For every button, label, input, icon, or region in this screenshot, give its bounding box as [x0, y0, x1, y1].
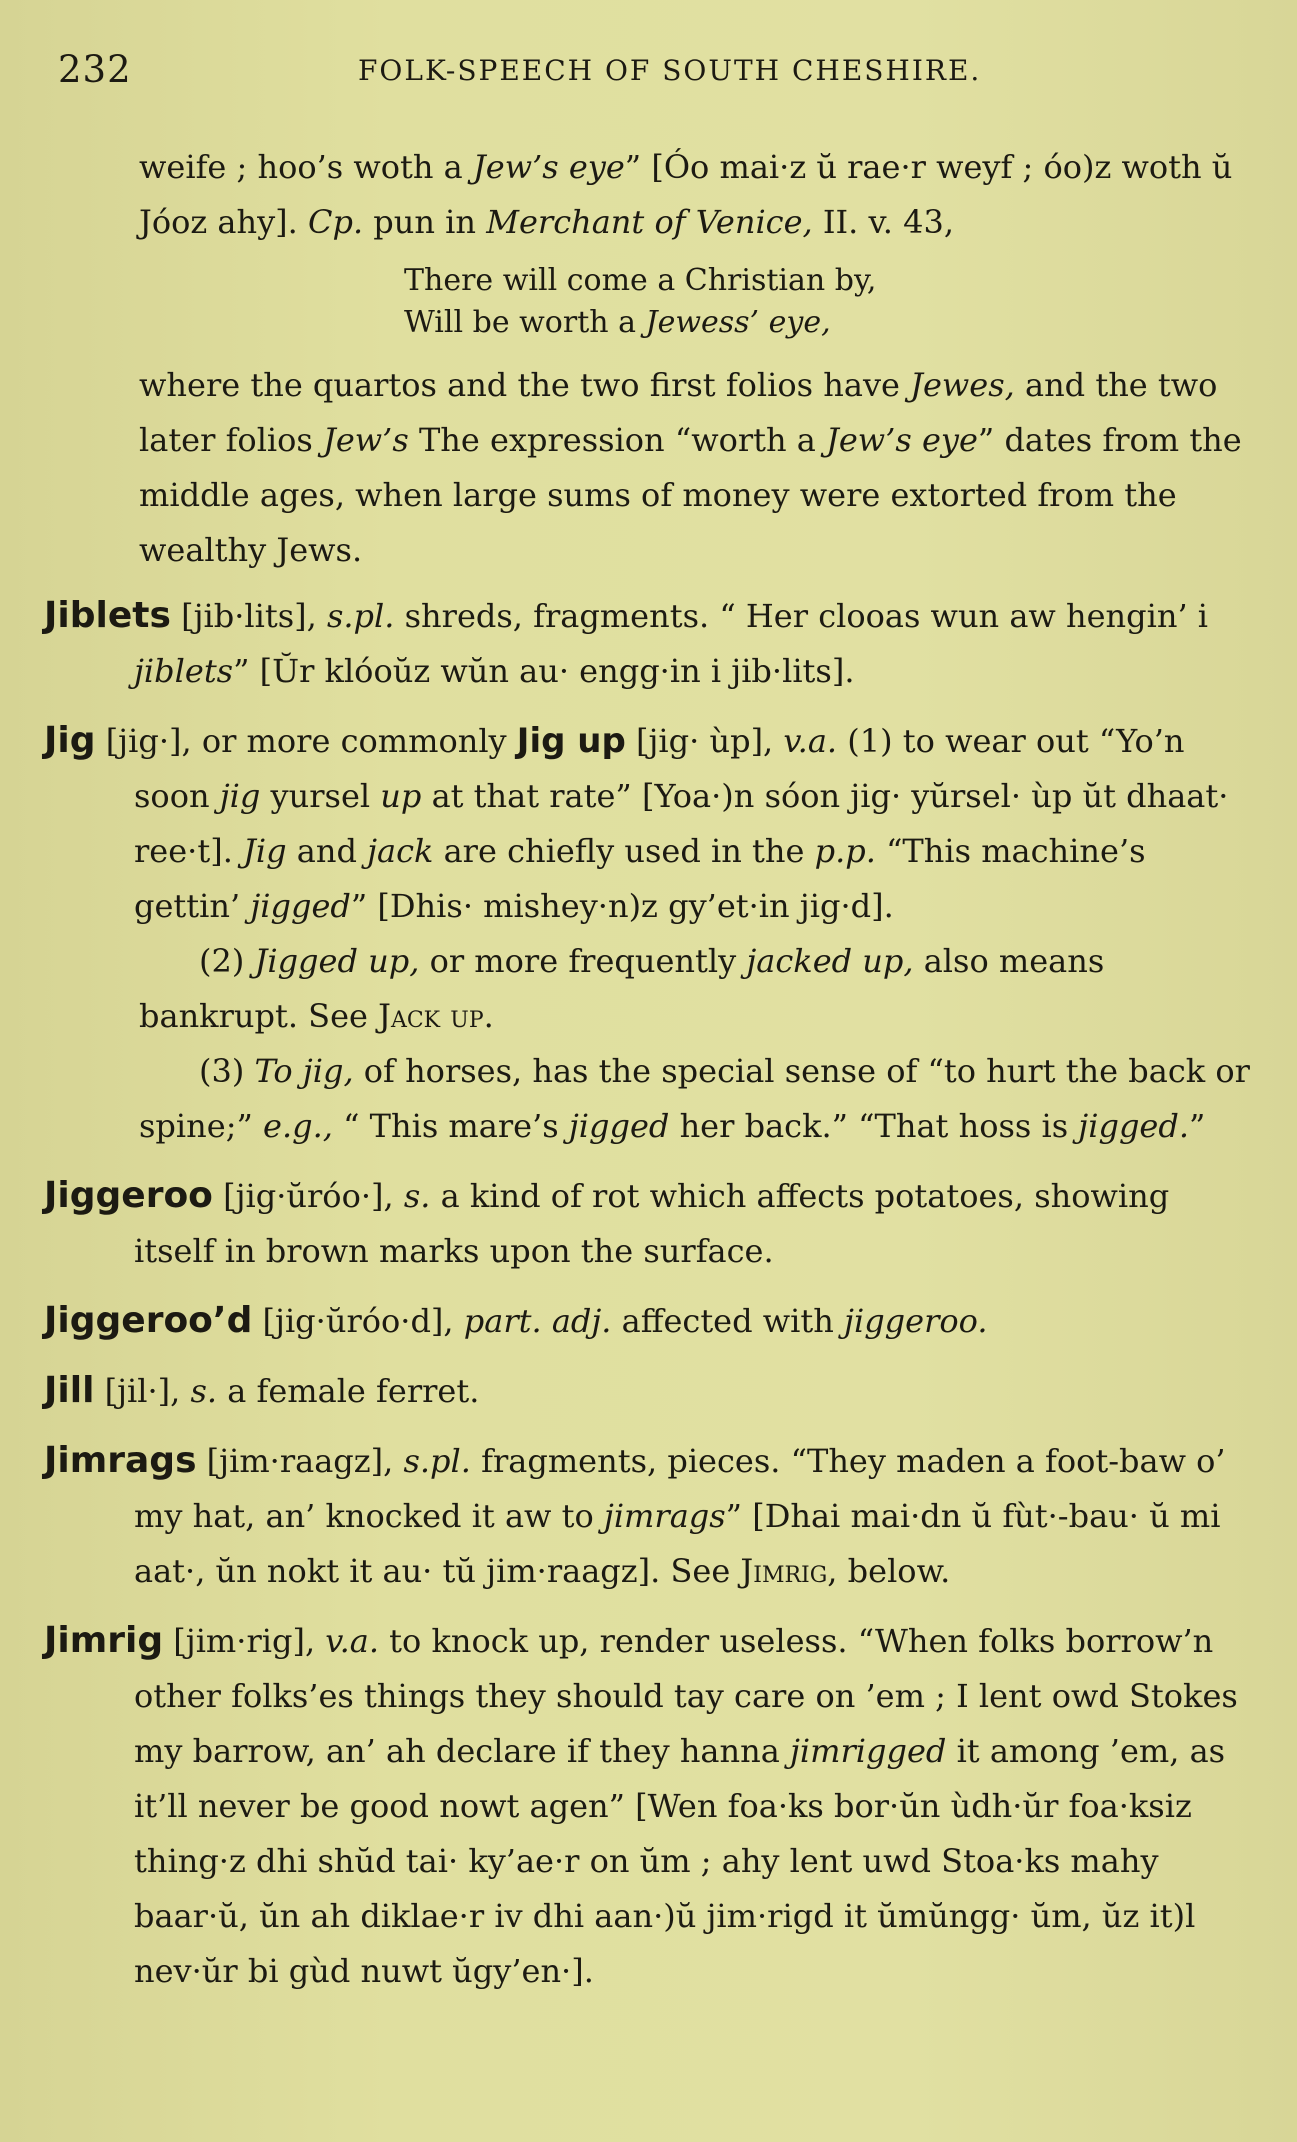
headword: Jiggeroo’d: [44, 1300, 253, 1341]
running-title: FOLK-SPEECH OF SOUTH CHESHIRE.: [358, 54, 982, 87]
headword: Jimrags: [44, 1440, 197, 1481]
headword: Jiblets: [44, 595, 171, 636]
entry-jill: Jill [jil·], s. a female ferret.: [44, 1370, 480, 1411]
jig-sense-2: (2) Jigged up, or more frequently jacked up, also means bankrupt. See Jack up.: [139, 942, 1105, 1035]
entry-jiggeroo: Jiggeroo [jig·ŭróo·], s. a kind of rot which affects potatoes, showing itself in brown marks upon the surface.: [44, 1175, 1170, 1270]
verse-quotation: [44, 260, 1257, 344]
entry-jig: Jig [jig·], or more commonly Jig up [jig· ùp], v.a. (1) to wear out “Yo’n soon jig yursel up at that rate” [Yoa·)n sóon jig· yŭrsel· ùp ŭt dhaat· ree·t]. Jig and jack are chiefly used in the p.p. “This machine’s gettin’ jigged” [Dhis· mishey·n)z gy’et·in jig·d].: [44, 720, 1229, 925]
headword: Jig: [44, 720, 96, 761]
entry-jiblets: Jiblets [jib·lits], s.pl. shreds, fragments. “ Her clooas wun aw hengin’ i jiblets” [Ŭr klóoŭz wŭn au· engg·in i jib·lits].: [44, 595, 1209, 690]
headword: Jimrig: [44, 1620, 164, 1661]
verse-line-2: Will be worth a Jewess’ eye,: [404, 305, 831, 340]
page-header: [58, 48, 1239, 98]
entry-jiggeroo-d: Jiggeroo’d [jig·ŭróo·d], part. adj. affected with jiggeroo.: [44, 1300, 988, 1341]
dictionary-body: [44, 140, 1257, 2013]
page-number: 232: [58, 48, 132, 91]
jig-sense-3: (3) To jig, of horses, has the special sense of “to hurt the back or spine;” e.g., “ This mare’s jigged her back.” “That hoss is jigged.”: [139, 1052, 1250, 1145]
verse-line-1: There will come a Christian by,: [404, 263, 877, 298]
continued-entry: weife ; hoo’s woth a Jew’s eye” [Óo mai·z ŭ rae·r weyf ; óo)z woth ŭ Jóoz ahy]. Cp. pun in Merchant of Venice, II. v. 43,: [139, 148, 1233, 241]
headword: Jill: [44, 1370, 95, 1411]
continued-paragraph: where the quartos and the two first folios have Jewes, and the two later folios Jew’s The expression “worth a Jew’s eye” dates from the middle ages, when large sums of money were extorted from the wealthy Jews.: [139, 366, 1242, 569]
entry-jimrags: Jimrags [jim·raagz], s.pl. fragments, pieces. “They maden a foot-baw o’ my hat, an’ knocked it aw to jimrags” [Dhai mai·dn ŭ fùt·-bau· ŭ mi aat·, ŭn nokt it au· tŭ jim·raagz]. See Jimrig, below.: [44, 1440, 1226, 1590]
headword-variant: Jig up: [516, 721, 626, 761]
entry-jimrig: Jimrig [jim·rig], v.a. to knock up, render useless. “When folks borrow’n other folks’es things they should tay care on ’em ; I lent owd Stokes my barrow, an’ ah declare if they hanna jimrigged it among ’em, as it’ll never be good nowt agen” [Wen foa·ks bor·ŭn ùdh·ŭr foa·ksiz thing·z dhi shŭd tai· ky’ae·r on ŭm ; ahy lent uwd Stoa·ks mahy baar·ŭ, ŭn ah diklae·r iv dhi aan·)ŭ jim·rigd it ŭmŭngg· ŭm, ŭz it)l nev·ŭr bi gùd nuwt ŭgy’en·].: [44, 1620, 1238, 1990]
headword: Jiggeroo: [44, 1175, 213, 1216]
